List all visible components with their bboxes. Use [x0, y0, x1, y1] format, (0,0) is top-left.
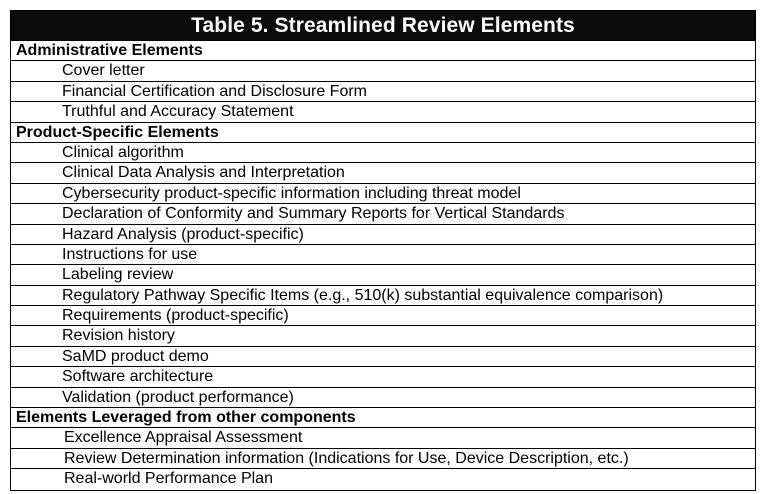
- table-title: Table 5. Streamlined Review Elements: [11, 11, 755, 41]
- table-row: SaMD product demo: [11, 347, 755, 367]
- table-row: Requirements (product-specific): [11, 306, 755, 326]
- section-heading-product-specific: Product-Specific Elements: [11, 123, 755, 143]
- table-row: Software architecture: [11, 367, 755, 387]
- table-row: Declaration of Conformity and Summary Reports for Vertical Standards: [11, 204, 755, 224]
- table-row: Labeling review: [11, 265, 755, 285]
- table-row: Regulatory Pathway Specific Items (e.g., 510(k) substantial equivalence comparison): [11, 286, 755, 306]
- table-row: Clinical algorithm: [11, 143, 755, 163]
- table-row: Cover letter: [11, 61, 755, 81]
- table-row: Clinical Data Analysis and Interpretation: [11, 163, 755, 183]
- table-row: Excellence Appraisal Assessment: [11, 428, 755, 448]
- review-elements-table: [10, 10, 756, 491]
- table-row: Cybersecurity product-specific information including threat model: [11, 184, 755, 204]
- section-heading-administrative: Administrative Elements: [11, 41, 755, 61]
- table-row: Real-world Performance Plan: [64, 470, 273, 488]
- table-row: Financial Certification and Disclosure Form: [11, 82, 755, 102]
- table-row: Review Determination information (Indications for Use, Device Description, etc.): [11, 449, 755, 469]
- section-heading-leveraged: Elements Leveraged from other components: [11, 408, 755, 428]
- table-row: Validation (product performance): [11, 388, 755, 408]
- table-row: Truthful and Accuracy Statement: [11, 102, 755, 122]
- table-row: Revision history: [11, 326, 755, 346]
- table-row: Hazard Analysis (product-specific): [11, 225, 755, 245]
- table-row: Instructions for use: [11, 245, 755, 265]
